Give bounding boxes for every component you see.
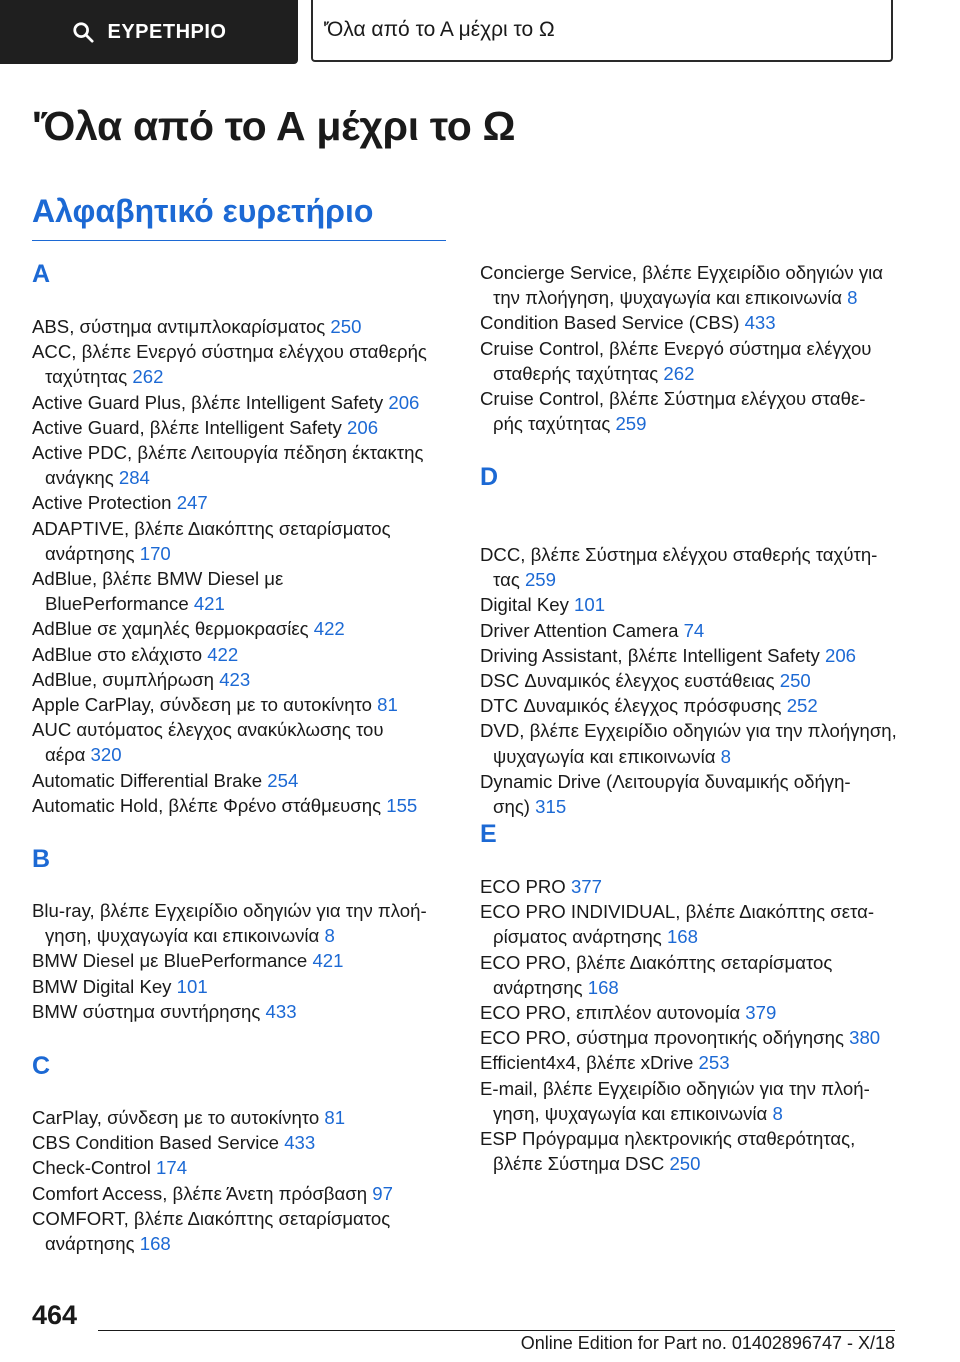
index-entry[interactable]	[480, 1076, 905, 1126]
page-reference-link[interactable]: 379	[745, 1002, 777, 1023]
index-entry-text: CBS Condition Based Service	[32, 1132, 280, 1154]
index-entry-text: Check-Control	[32, 1157, 151, 1179]
page-reference-link[interactable]: 168	[139, 1233, 171, 1254]
top-bar	[0, 0, 960, 66]
index-entry-text: σταθερής ταχύτητας	[493, 362, 659, 384]
index-entry-last-line	[480, 670, 811, 691]
index-entry-last-line	[480, 285, 905, 310]
index-entry[interactable]	[32, 692, 452, 717]
index-entry-last-line	[32, 465, 452, 490]
index-entry[interactable]	[32, 1181, 452, 1206]
index-entry[interactable]	[32, 339, 452, 389]
index-entry[interactable]	[480, 950, 905, 1000]
index-entry-last-line	[32, 770, 298, 791]
page-reference-link[interactable]: 250	[330, 316, 362, 337]
index-entry[interactable]	[480, 718, 905, 768]
index-entry-text: Driving Assistant, βλέπε Intelligent Safety	[480, 644, 820, 666]
index-entry-last-line	[480, 794, 905, 819]
index-entry-text: σης)	[493, 796, 530, 817]
index-entry-last-line	[480, 876, 602, 897]
index-entry-last-line	[32, 316, 361, 337]
index-entry-text: ταχύτητας	[45, 366, 128, 388]
page-reference-link[interactable]: 8	[720, 745, 732, 767]
index-entry-last-line	[480, 695, 818, 716]
index-entry[interactable]	[480, 1126, 905, 1176]
index-entry-text: γηση, ψυχαγωγία και επικοινωνία	[493, 1102, 768, 1124]
index-entry-last-line	[32, 591, 452, 616]
index-entry[interactable]	[480, 1000, 905, 1025]
index-entry[interactable]	[480, 769, 905, 819]
index-entry-last-line	[480, 411, 905, 436]
index-entry[interactable]	[32, 415, 452, 440]
index-entry[interactable]	[32, 974, 452, 999]
page-reference-link[interactable]: 262	[132, 366, 164, 388]
index-entry[interactable]	[480, 618, 905, 643]
index-entry-text: ECO PRO	[480, 876, 566, 897]
index-entry-last-line	[480, 924, 905, 949]
page-reference-link[interactable]: 421	[193, 593, 225, 615]
page-title: 'Όλα από το Α μέχρι το Ω	[32, 103, 516, 149]
page-reference-link[interactable]: 155	[386, 794, 418, 816]
index-entry-last-line	[32, 1132, 315, 1153]
page-reference-link[interactable]: 206	[388, 391, 420, 413]
index-entry-last-line	[480, 975, 905, 1000]
index-letter-heading: E	[480, 820, 497, 848]
index-entry-last-line	[480, 645, 856, 666]
index-entry[interactable]	[32, 390, 452, 415]
index-entry-last-line	[32, 618, 345, 639]
page-reference-link[interactable]: 433	[284, 1132, 316, 1154]
index-entry-text: AdBlue, συμπλήρωση	[32, 668, 215, 690]
index-entry-last-line	[32, 795, 417, 816]
index-entry[interactable]	[480, 542, 905, 592]
index-entry-text: Concierge Service, βλέπε Εγχειρίδιο οδηγιών για	[480, 262, 884, 283]
index-entry-text: γηση, ψυχαγωγία και επικοινωνία	[45, 925, 320, 947]
index-entry-last-line	[32, 1107, 345, 1128]
footer-edition-text: Online Edition for Part no. 01402896747 - X/18	[520, 1333, 895, 1353]
index-entry-text: E-mail, βλέπε Εγχειρίδιο οδηγιών για την πλοή-	[480, 1077, 870, 1099]
index-entry-text: ανάρτησης	[45, 542, 135, 564]
index-entry-last-line	[32, 644, 238, 665]
index-entry[interactable]	[32, 948, 452, 973]
index-entry-text: DVD, βλέπε Εγχειρίδιο οδηγιών για την πλοήγηση,	[480, 720, 897, 742]
index-entry[interactable]	[480, 592, 905, 617]
page-reference-link[interactable]: 81	[324, 1107, 346, 1128]
page-reference-link[interactable]: 206	[347, 416, 379, 438]
index-entry-text: DCC, βλέπε Σύστημα ελέγχου σταθερής ταχύτη-	[480, 544, 878, 565]
index-entry-text: ρής ταχύτητας	[493, 413, 611, 435]
page-reference-link[interactable]: 8	[772, 1102, 783, 1124]
index-entry[interactable]	[32, 768, 452, 793]
index-entry[interactable]	[32, 999, 452, 1024]
index-entry-last-line	[32, 1001, 297, 1022]
index-entry-last-line	[32, 1157, 187, 1178]
index-letter-heading: A	[32, 260, 51, 288]
index-entry-last-line	[480, 744, 905, 769]
index-entry-last-line	[480, 594, 605, 615]
index-entry-text: ESP Πρόγραμμα ηλεκτρονικής σταθερότητας,	[480, 1128, 856, 1149]
page-number: 464	[32, 1300, 78, 1330]
index-entry[interactable]	[480, 874, 905, 899]
index-entry[interactable]	[480, 1025, 905, 1050]
index-entry-last-line	[32, 976, 208, 997]
index-entry-text: Active Protection	[32, 492, 172, 514]
index-entry-text: COMFORT, βλέπε Διακόπτης σεταρίσματος	[32, 1207, 391, 1229]
index-entry[interactable]	[32, 793, 452, 818]
index-entry-last-line	[32, 492, 208, 513]
index-entry-text: Efficient4x4, βλέπε xDrive	[480, 1052, 694, 1074]
index-entry-last-line	[480, 361, 905, 386]
page-reference-link[interactable]: 81	[377, 694, 398, 715]
index-entry[interactable]	[32, 667, 452, 692]
index-entry-last-line	[32, 923, 452, 948]
index-letter-heading: C	[32, 1052, 51, 1080]
index-entry-text: ECO PRO, σύστημα προνοητικής οδήγησης	[480, 1027, 844, 1049]
index-entry-text: AUC αυτόματος έλεγχος ανακύκλωσης του	[32, 719, 384, 741]
index-entry-text: ανάγκης	[45, 467, 114, 489]
index-entry-text: τας	[493, 569, 520, 591]
index-entry-last-line	[32, 742, 452, 767]
index-entry[interactable]	[480, 668, 905, 693]
index-entry[interactable]	[32, 642, 452, 667]
index-entry[interactable]	[32, 717, 452, 767]
breadcrumb-label: 'Όλα από το Α μέχρι το Ω	[323, 18, 555, 41]
index-entry-text: Active PDC, βλέπε Λειτουργία πέδηση έκτακτης	[32, 442, 424, 463]
page-reference-link[interactable]: 168	[666, 926, 698, 948]
section-title: Αλφαβητικό ευρετήριο	[32, 193, 374, 229]
search-icon	[72, 21, 94, 43]
index-entry-last-line	[32, 417, 378, 438]
page-reference-link[interactable]: 315	[535, 796, 567, 817]
index-entry-last-line	[480, 1052, 730, 1073]
index-entry-text: AdBlue στο ελάχιστο	[32, 643, 203, 665]
index-entry-text: ECO PRO, επιπλέον αυτονομία	[480, 1002, 741, 1023]
breadcrumb-tab[interactable]	[311, 0, 893, 62]
page-reference-link[interactable]: 253	[698, 1052, 730, 1074]
page-reference-link[interactable]: 284	[118, 467, 150, 489]
index-entry-text: DSC Δυναμικός έλεγχος ευστάθειας	[480, 670, 775, 691]
page-reference-link[interactable]: 168	[587, 976, 619, 998]
page-reference-link[interactable]: 422	[313, 618, 345, 640]
index-entry-text: Apple CarPlay, σύνδεση με το αυτοκίνητο	[32, 694, 372, 715]
index-entry-text: Cruise Control, βλέπε Σύστημα ελέγχου σταθε-	[480, 388, 866, 409]
index-letter-heading: D	[480, 463, 499, 491]
index-entry-text: AdBlue σε χαμηλές θερμοκρασίες	[32, 618, 309, 640]
page-reference-link[interactable]: 170	[139, 542, 171, 564]
index-entry-last-line	[32, 1183, 393, 1204]
page-reference-link[interactable]: 101	[574, 594, 606, 616]
index-entry[interactable]	[32, 898, 452, 948]
index-entry-text: αέρα	[45, 744, 86, 766]
index-entry-last-line	[480, 1002, 776, 1023]
page-reference-link[interactable]: 433	[265, 1000, 297, 1022]
index-entry-text: ABS, σύστημα αντιμπλοκαρίσματος	[32, 316, 326, 337]
index-entry[interactable]	[480, 643, 905, 668]
index-entry-last-line	[480, 1027, 880, 1048]
index-entry[interactable]	[32, 516, 452, 566]
page-reference-link[interactable]: 262	[663, 362, 695, 384]
page-reference-link[interactable]: 206	[824, 644, 857, 666]
page-reference-link[interactable]: 377	[570, 876, 602, 897]
page-reference-link[interactable]: 74	[683, 619, 705, 641]
index-entry[interactable]	[480, 310, 905, 335]
index-entry-text: ανάρτησης	[45, 1233, 135, 1254]
index-entry-last-line	[32, 364, 452, 389]
index-entry-text: Dynamic Drive (Λειτουργία δυναμικής οδήγη-	[480, 770, 851, 792]
index-entry[interactable]	[480, 260, 905, 310]
page-reference-link[interactable]: 380	[849, 1027, 881, 1049]
index-entry-text: ACC, βλέπε Ενεργό σύστημα ελέγχου σταθερής	[32, 341, 427, 363]
index-tab-button[interactable]	[0, 0, 298, 64]
index-entry-last-line	[32, 669, 250, 690]
page-reference-link[interactable]: 421	[312, 950, 344, 972]
index-entry[interactable]	[32, 1105, 452, 1130]
index-entry-text: Active Guard Plus, βλέπε Intelligent Safety	[32, 391, 384, 413]
index-entry-text: Condition Based Service (CBS)	[480, 312, 740, 334]
index-entry[interactable]	[480, 1050, 905, 1075]
index-entry[interactable]	[480, 386, 905, 436]
index-entry-text: ECO PRO INDIVIDUAL, βλέπε Διακόπτης σετα-	[480, 901, 875, 923]
index-entry-last-line	[32, 392, 419, 413]
index-entry-last-line	[32, 1231, 452, 1256]
index-entry-text: ανάρτησης	[493, 976, 583, 998]
index-entry-text: BMW σύστημα συντήρησης	[32, 1000, 261, 1022]
page-reference-link[interactable]: 250	[779, 670, 811, 691]
page-reference-link[interactable]: 423	[219, 668, 251, 690]
index-letter-heading: B	[32, 845, 51, 873]
index-entry-text: ADAPTIVE, βλέπε Διακόπτης σεταρίσματος	[32, 517, 391, 539]
index-entry-text: βλέπε Σύστημα DSC	[493, 1153, 665, 1175]
index-entry-text: BMW Diesel με BluePerformance	[32, 950, 308, 972]
page-reference-link[interactable]: 259	[524, 569, 556, 591]
index-entry[interactable]	[480, 693, 905, 718]
page-reference-link[interactable]: 8	[847, 287, 858, 309]
index-tab-label: ΕΥΡΕΤΗΡΙΟ	[107, 20, 227, 43]
index-entry-text: Active Guard, βλέπε Intelligent Safety	[32, 416, 342, 438]
index-entry-text: Blu-ray, βλέπε Εγχειρίδιο οδηγιών για την πλοή-	[32, 900, 427, 921]
page-reference-link[interactable]: 433	[744, 312, 776, 334]
page-reference-link[interactable]: 174	[156, 1157, 188, 1179]
page-reference-link[interactable]: 259	[615, 413, 647, 435]
index-entry-text: ρίσματος ανάρτησης	[493, 926, 662, 948]
index-entry[interactable]	[32, 566, 452, 616]
index-entry-last-line	[480, 567, 905, 592]
index-entry-text: CarPlay, σύνδεση με το αυτοκίνητο	[32, 1107, 320, 1128]
index-entry[interactable]	[32, 1206, 452, 1256]
index-entry-last-line	[480, 1151, 905, 1176]
index-entry[interactable]	[480, 336, 905, 386]
index-entry-text: DTC Δυναμικός έλεγχος πρόσφυσης	[480, 695, 782, 717]
index-entry-last-line	[480, 620, 704, 641]
index-entry[interactable]	[32, 616, 452, 641]
page-reference-link[interactable]: 250	[669, 1153, 701, 1175]
index-entry-last-line	[32, 950, 343, 971]
index-entry[interactable]	[480, 899, 905, 949]
index-entry-text: Automatic Differential Brake	[32, 769, 263, 791]
index-entry[interactable]	[32, 1155, 452, 1180]
index-entry-last-line	[32, 694, 398, 715]
footer-divider	[98, 1330, 895, 1331]
page-reference-link[interactable]: 254	[267, 769, 299, 791]
section-divider	[32, 240, 446, 241]
page-reference-link[interactable]: 101	[176, 975, 208, 997]
index-entry-text: BMW Digital Key	[32, 975, 172, 997]
page-reference-link[interactable]: 320	[90, 744, 122, 766]
index-entry-text: Automatic Hold, βλέπε Φρένο στάθμευσης	[32, 794, 382, 816]
index-entry-last-line	[32, 541, 452, 566]
index-entry-text: ECO PRO, βλέπε Διακόπτης σεταρίσματος	[480, 951, 833, 973]
index-entry-text: Cruise Control, βλέπε Ενεργό σύστημα ελέγχου	[480, 337, 872, 359]
index-entry-text: ψυχαγωγία και επικοινωνία	[493, 745, 716, 767]
index-entry-text: BluePerformance	[45, 593, 189, 615]
index-entry-last-line	[480, 312, 776, 333]
index-entry[interactable]	[32, 1130, 452, 1155]
index-entry-text: Comfort Access, βλέπε Άνετη πρόσβαση	[32, 1182, 368, 1204]
index-entry-text: Driver Attention Camera	[480, 619, 679, 641]
index-entry-text: την πλοήγηση, ψυχαγωγία και επικοινωνία	[493, 287, 842, 309]
page-reference-link[interactable]: 8	[324, 925, 335, 947]
index-entry-text: AdBlue, βλέπε BMW Diesel με	[32, 568, 284, 589]
page-reference-link[interactable]: 422	[207, 643, 239, 665]
page-reference-link[interactable]: 252	[786, 695, 818, 717]
index-entry-last-line	[480, 1101, 905, 1126]
index-entry[interactable]	[32, 440, 452, 490]
index-entry[interactable]	[32, 490, 452, 515]
index-entry-text: Digital Key	[480, 594, 569, 616]
page-reference-link[interactable]: 247	[176, 492, 208, 514]
index-entry[interactable]	[32, 314, 452, 339]
page-reference-link[interactable]: 97	[372, 1182, 393, 1204]
